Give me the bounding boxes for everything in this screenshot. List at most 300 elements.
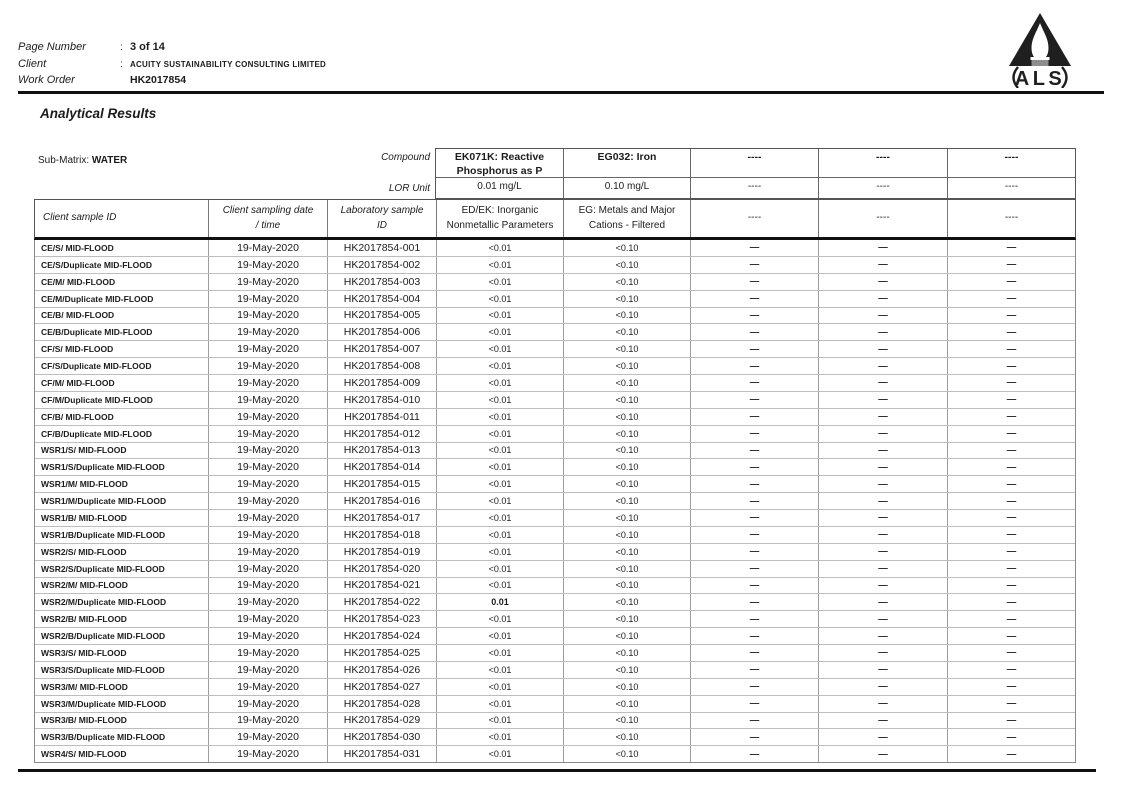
result-cell: —	[690, 358, 818, 374]
lab-sample-id-cell: HK2017854-025	[327, 645, 436, 661]
submatrix-label: Sub-Matrix:	[38, 155, 90, 166]
result-cell: <0.10	[563, 679, 690, 695]
result-cell: <0.10	[563, 324, 690, 340]
result-cell: <0.01	[436, 679, 563, 695]
result-cell: <0.10	[563, 729, 690, 745]
client-sample-id-cell: WSR3/B/ MID-FLOOD	[41, 715, 127, 726]
result-cell: <0.01	[436, 493, 563, 509]
lab-sample-id-cell: HK2017854-006	[327, 324, 436, 340]
result-cell: —	[818, 510, 947, 526]
table-row	[35, 442, 1075, 459]
table-row	[35, 509, 1075, 526]
client-sample-id-cell: WSR1/S/Duplicate MID-FLOOD	[41, 462, 165, 473]
sampling-date-cell: 19-May-2020	[208, 645, 327, 661]
result-cell: <0.01	[436, 746, 563, 762]
result-cell: —	[690, 527, 818, 543]
lab-sample-id-cell: HK2017854-022	[327, 594, 436, 610]
lab-sample-id-cell: HK2017854-002	[327, 257, 436, 273]
result-cell: <0.01	[436, 308, 563, 324]
result-cell: —	[818, 274, 947, 290]
table-row	[35, 374, 1075, 391]
table-row	[35, 425, 1075, 442]
lab-sample-id-cell: HK2017854-015	[327, 476, 436, 492]
client-sample-id-cell: WSR1/M/ MID-FLOOD	[41, 479, 128, 490]
result-cell: <0.10	[563, 308, 690, 324]
compound-header-cell: EK071K: Reactive Phosphorus as P	[436, 149, 563, 178]
sampling-date-cell: 19-May-2020	[208, 544, 327, 560]
result-cell: —	[818, 358, 947, 374]
result-cell: —	[818, 628, 947, 644]
table-row	[35, 593, 1075, 610]
compound-lor-grid	[435, 148, 1076, 199]
result-cell: —	[690, 679, 818, 695]
table-row	[35, 678, 1075, 695]
client-sample-id-cell: WSR2/M/ MID-FLOOD	[41, 580, 128, 591]
table-row	[35, 610, 1075, 627]
client-sample-id-cell: WSR2/S/Duplicate MID-FLOOD	[41, 563, 165, 574]
logo-burner-base	[1032, 60, 1049, 66]
result-cell: <0.10	[563, 341, 690, 357]
result-cell: <0.10	[563, 426, 690, 442]
submatrix-value: WATER	[91, 155, 128, 166]
client-sample-id-cell: CF/M/Duplicate MID-FLOOD	[41, 394, 153, 405]
work-order-label: Work Order	[18, 74, 75, 86]
result-cell: —	[947, 375, 1075, 391]
result-cell: 0.01	[436, 594, 563, 610]
client-sample-id-cell: CE/M/ MID-FLOOD	[41, 276, 116, 287]
lab-sample-id-cell: HK2017854-024	[327, 628, 436, 644]
lab-sample-id-cell: HK2017854-009	[327, 375, 436, 391]
logo-text: ALS	[1014, 68, 1066, 88]
table-row	[35, 475, 1075, 492]
result-cell: —	[690, 426, 818, 442]
result-cell: —	[690, 611, 818, 627]
table-row	[35, 577, 1075, 594]
page-number-row	[18, 41, 165, 53]
lab-sample-id-cell: HK2017854-017	[327, 510, 436, 526]
client-sample-id-cell: WSR2/S/ MID-FLOOD	[41, 546, 127, 557]
sampling-date-cell: 19-May-2020	[208, 459, 327, 475]
result-cell: —	[947, 578, 1075, 594]
sampling-date-cell: 19-May-2020	[208, 510, 327, 526]
table-row	[35, 627, 1075, 644]
result-cell: <0.10	[563, 476, 690, 492]
result-cell: <0.01	[436, 729, 563, 745]
result-cell: —	[818, 459, 947, 475]
result-cell: —	[690, 729, 818, 745]
lab-sample-id-cell: HK2017854-020	[327, 561, 436, 577]
client-sample-id-cell: CE/B/Duplicate MID-FLOOD	[41, 327, 153, 338]
table-row	[35, 492, 1075, 509]
method-header-cell: ----	[818, 200, 947, 237]
result-cell: —	[818, 257, 947, 273]
result-cell: <0.10	[563, 578, 690, 594]
result-cell: —	[818, 746, 947, 762]
client-row	[18, 58, 326, 70]
result-cell: —	[818, 662, 947, 678]
result-cell: —	[690, 544, 818, 560]
sampling-date-cell: 19-May-2020	[208, 746, 327, 762]
result-cell: —	[947, 594, 1075, 610]
result-cell: <0.10	[563, 662, 690, 678]
lab-sample-id-cell: HK2017854-023	[327, 611, 436, 627]
sampling-date-cell: 19-May-2020	[208, 476, 327, 492]
result-cell: —	[947, 409, 1075, 425]
sampling-date-cell: 19-May-2020	[208, 578, 327, 594]
result-cell: —	[947, 358, 1075, 374]
result-cell: <0.10	[563, 358, 690, 374]
client-sample-id-cell: WSR2/B/ MID-FLOOD	[41, 614, 127, 625]
lab-sample-id-cell: HK2017854-021	[327, 578, 436, 594]
result-cell: —	[690, 645, 818, 661]
method-header-cell: EG: Metals and Major Cations - Filtered	[563, 200, 690, 237]
sampling-date-cell: 19-May-2020	[208, 729, 327, 745]
compound-header-cell: ----	[818, 149, 947, 178]
client-sample-id-cell: CF/B/Duplicate MID-FLOOD	[41, 428, 152, 439]
lab-sample-id-cell: HK2017854-013	[327, 443, 436, 459]
table-row	[35, 240, 1075, 256]
result-cell: <0.10	[563, 510, 690, 526]
client-sample-id-cell: CF/S/ MID-FLOOD	[41, 344, 114, 355]
compound-header-cell: ----	[947, 149, 1075, 178]
result-cell: —	[690, 510, 818, 526]
result-cell: <0.01	[436, 696, 563, 712]
sampling-date-cell: 19-May-2020	[208, 240, 327, 256]
sampling-date-cell: 19-May-2020	[208, 358, 327, 374]
table-row	[35, 661, 1075, 678]
sampling-date-cell: 19-May-2020	[208, 274, 327, 290]
result-cell: —	[947, 443, 1075, 459]
result-cell: —	[818, 409, 947, 425]
result-cell: —	[818, 375, 947, 391]
sampling-date-cell: 19-May-2020	[208, 662, 327, 678]
result-cell: <0.10	[563, 257, 690, 273]
result-cell: <0.10	[563, 392, 690, 408]
result-cell: <0.01	[436, 240, 563, 256]
sampling-date-cell: 19-May-2020	[208, 291, 327, 307]
table-row	[35, 340, 1075, 357]
result-cell: —	[947, 561, 1075, 577]
result-cell: <0.01	[436, 476, 563, 492]
result-cell: —	[947, 544, 1075, 560]
result-cell: <0.01	[436, 510, 563, 526]
result-cell: <0.01	[436, 291, 563, 307]
result-cell: <0.10	[563, 493, 690, 509]
result-cell: —	[690, 594, 818, 610]
compound-header-cell: EG032: Iron	[563, 149, 690, 178]
sampling-date-cell: 19-May-2020	[208, 696, 327, 712]
table-row	[35, 728, 1075, 745]
result-cell: —	[690, 746, 818, 762]
result-cell: —	[690, 308, 818, 324]
lab-sample-id-cell: HK2017854-008	[327, 358, 436, 374]
result-cell: —	[690, 561, 818, 577]
result-cell: —	[690, 291, 818, 307]
result-cell: —	[947, 628, 1075, 644]
table-row	[35, 323, 1075, 340]
result-cell: <0.01	[436, 324, 563, 340]
client-sample-id-cell: WSR3/M/Duplicate MID-FLOOD	[41, 698, 167, 709]
table-row	[35, 745, 1075, 762]
client-value: ACUITY SUSTAINABILITY CONSULTING LIMITED	[130, 60, 327, 69]
lab-sample-id-cell: HK2017854-001	[327, 240, 436, 256]
client-sample-id-cell: WSR2/M/Duplicate MID-FLOOD	[41, 597, 167, 608]
work-order-value: HK2017854	[130, 74, 187, 86]
sampling-date-cell: 19-May-2020	[208, 426, 327, 442]
result-cell: —	[947, 510, 1075, 526]
lor-unit-cell: ----	[818, 178, 947, 198]
result-cell: —	[690, 493, 818, 509]
sampling-date-cell: 19-May-2020	[208, 594, 327, 610]
result-cell: <0.01	[436, 257, 563, 273]
lab-sample-id-cell: HK2017854-010	[327, 392, 436, 408]
sampling-date-cell: 19-May-2020	[208, 392, 327, 408]
result-cell: —	[690, 696, 818, 712]
lor-unit-cell: ----	[947, 178, 1075, 198]
result-cell: <0.01	[436, 527, 563, 543]
result-cell: —	[947, 645, 1075, 661]
result-cell: <0.10	[563, 713, 690, 729]
result-cell: <0.10	[563, 443, 690, 459]
sampling-date-cell: 19-May-2020	[208, 443, 327, 459]
result-cell: <0.01	[436, 611, 563, 627]
lab-sample-id-cell: HK2017854-028	[327, 696, 436, 712]
client-sample-id-cell: WSR3/M/ MID-FLOOD	[41, 681, 128, 692]
result-cell: <0.10	[563, 628, 690, 644]
client-sample-id-cell: CE/S/Duplicate MID-FLOOD	[41, 259, 152, 270]
result-cell: <0.10	[563, 527, 690, 543]
result-cell: <0.10	[563, 240, 690, 256]
result-cell: —	[947, 696, 1075, 712]
result-cell: —	[818, 308, 947, 324]
result-cell: <0.10	[563, 594, 690, 610]
result-cell: —	[690, 578, 818, 594]
result-cell: <0.01	[436, 375, 563, 391]
result-cell: <0.01	[436, 459, 563, 475]
compound-row-label: Compound	[381, 152, 430, 163]
table-row	[35, 695, 1075, 712]
result-cell: —	[947, 392, 1075, 408]
client-sample-id-cell: WSR3/S/Duplicate MID-FLOOD	[41, 664, 165, 675]
result-cell: —	[818, 696, 947, 712]
result-cell: —	[947, 662, 1075, 678]
result-cell: —	[947, 291, 1075, 307]
result-cell: —	[947, 729, 1075, 745]
result-cell: —	[690, 257, 818, 273]
lab-sample-id-cell: HK2017854-007	[327, 341, 436, 357]
result-cell: —	[818, 476, 947, 492]
result-cell: <0.10	[563, 645, 690, 661]
table-row	[35, 357, 1075, 374]
client-sample-id-cell: CE/M/Duplicate MID-FLOOD	[41, 293, 154, 304]
result-cell: —	[818, 578, 947, 594]
table-row	[35, 256, 1075, 273]
result-cell: —	[690, 409, 818, 425]
result-cell: —	[690, 324, 818, 340]
table-row	[35, 712, 1075, 729]
client-label: Client	[18, 58, 47, 70]
client-sample-id-cell: CF/S/Duplicate MID-FLOOD	[41, 361, 152, 372]
submatrix	[38, 155, 127, 166]
method-header-cell: ----	[947, 200, 1075, 237]
result-cell: —	[947, 341, 1075, 357]
result-cell: —	[818, 291, 947, 307]
result-cell: —	[690, 459, 818, 475]
page-number-label: Page Number	[18, 41, 86, 53]
table-row	[35, 307, 1075, 324]
result-cell: <0.01	[436, 392, 563, 408]
sampling-date-cell: 19-May-2020	[208, 375, 327, 391]
als-logo	[998, 10, 1082, 88]
result-cell: <0.10	[563, 291, 690, 307]
result-cell: —	[818, 443, 947, 459]
result-cell: —	[947, 746, 1075, 762]
lab-sample-id-cell: HK2017854-012	[327, 426, 436, 442]
lab-sample-id-cell: HK2017854-027	[327, 679, 436, 695]
lab-sample-id-cell: HK2017854-026	[327, 662, 436, 678]
result-cell: —	[947, 308, 1075, 324]
result-cell: —	[818, 713, 947, 729]
lab-sample-id-cell: HK2017854-030	[327, 729, 436, 745]
logo-burner	[1031, 57, 1050, 60]
result-cell: —	[947, 459, 1075, 475]
lor-unit-cell: 0.01 mg/L	[477, 181, 522, 192]
lab-sample-id-cell: HK2017854-004	[327, 291, 436, 307]
table-row	[35, 391, 1075, 408]
result-cell: —	[690, 628, 818, 644]
table-row	[35, 526, 1075, 543]
result-cell: —	[690, 375, 818, 391]
sampling-date-cell: 19-May-2020	[208, 527, 327, 543]
result-cell: <0.01	[436, 274, 563, 290]
lab-sample-id-cell: HK2017854-019	[327, 544, 436, 560]
method-header-cell: ED/EK: Inorganic Nonmetallic Parameters	[436, 200, 563, 237]
result-cell: —	[690, 341, 818, 357]
result-cell: —	[947, 426, 1075, 442]
client-sample-id-cell: WSR3/S/ MID-FLOOD	[41, 647, 127, 658]
table-row	[35, 290, 1075, 307]
result-cell: —	[818, 679, 947, 695]
result-cell: <0.10	[563, 409, 690, 425]
table-row	[35, 543, 1075, 560]
result-cell: —	[818, 729, 947, 745]
result-cell: —	[947, 257, 1075, 273]
lab-sample-id-cell: HK2017854-005	[327, 308, 436, 324]
table-row	[35, 408, 1075, 425]
client-sample-id-cell: WSR4/S/ MID-FLOOD	[41, 749, 127, 760]
result-cell: <0.01	[436, 341, 563, 357]
result-cell: —	[818, 527, 947, 543]
lab-sample-id-cell: HK2017854-011	[327, 409, 436, 425]
method-header-row	[34, 199, 1076, 240]
table-row	[35, 458, 1075, 475]
client-sample-id-cell: WSR1/S/ MID-FLOOD	[41, 445, 127, 456]
sample-id-header-cell: Client sample ID	[43, 212, 117, 224]
sampling-date-cell: 19-May-2020	[208, 628, 327, 644]
result-cell: <0.01	[436, 645, 563, 661]
client-sample-id-cell: WSR2/B/Duplicate MID-FLOOD	[41, 631, 166, 642]
result-cell: <0.10	[563, 696, 690, 712]
result-cell: —	[818, 392, 947, 408]
result-cell: —	[818, 645, 947, 661]
result-cell: —	[947, 493, 1075, 509]
result-cell: <0.10	[563, 561, 690, 577]
sampling-date-cell: 19-May-2020	[208, 308, 327, 324]
result-cell: —	[818, 341, 947, 357]
result-cell: <0.01	[436, 713, 563, 729]
result-cell: <0.01	[436, 561, 563, 577]
footer-rule	[18, 769, 1096, 772]
lab-sample-id-cell: HK2017854-003	[327, 274, 436, 290]
result-cell: —	[818, 544, 947, 560]
result-cell: —	[947, 611, 1075, 627]
result-cell: —	[818, 594, 947, 610]
result-cell: <0.10	[563, 274, 690, 290]
work-order-row	[18, 74, 186, 86]
result-cell: <0.01	[436, 409, 563, 425]
lab-sample-id-cell: HK2017854-016	[327, 493, 436, 509]
sampling-date-cell: 19-May-2020	[208, 611, 327, 627]
result-cell: <0.10	[563, 544, 690, 560]
client-sample-id-cell: CF/B/ MID-FLOOD	[41, 411, 114, 422]
results-rows	[34, 240, 1076, 763]
result-cell: <0.10	[563, 611, 690, 627]
client-sample-id-cell: WSR1/B/ MID-FLOOD	[41, 512, 127, 523]
result-cell: <0.01	[436, 662, 563, 678]
result-cell: <0.01	[436, 358, 563, 374]
colon: :	[120, 59, 123, 70]
client-sample-id-cell: WSR3/B/Duplicate MID-FLOOD	[41, 732, 166, 743]
result-cell: —	[818, 324, 947, 340]
result-cell: —	[818, 493, 947, 509]
section-title: Analytical Results	[40, 106, 157, 121]
lab-sample-id-cell: HK2017854-014	[327, 459, 436, 475]
table-row	[35, 644, 1075, 661]
result-cell: —	[947, 240, 1075, 256]
lor-unit-cell: 0.10 mg/L	[563, 178, 690, 198]
lab-sample-id-cell: HK2017854-029	[327, 713, 436, 729]
result-cell: —	[818, 426, 947, 442]
table-row	[35, 560, 1075, 577]
client-sample-id-cell: CE/B/ MID-FLOOD	[41, 310, 115, 321]
result-cell: —	[690, 443, 818, 459]
sampling-date-cell: 19-May-2020	[208, 561, 327, 577]
result-cell: <0.10	[563, 459, 690, 475]
result-cell: <0.10	[563, 375, 690, 391]
lab-sample-id-cell: HK2017854-018	[327, 527, 436, 543]
result-cell: —	[947, 324, 1075, 340]
result-cell: —	[690, 713, 818, 729]
compound-header-cell: ----	[690, 149, 818, 178]
sample-id-header-cell: Laboratory sample ID	[327, 200, 436, 237]
result-cell: —	[818, 561, 947, 577]
client-sample-id-cell: WSR1/B/Duplicate MID-FLOOD	[41, 529, 166, 540]
sampling-date-cell: 19-May-2020	[208, 493, 327, 509]
sampling-date-cell: 19-May-2020	[208, 713, 327, 729]
client-sample-id-cell: WSR1/M/Duplicate MID-FLOOD	[41, 496, 167, 507]
lor-unit-cell: ----	[690, 178, 818, 198]
result-cell: —	[690, 392, 818, 408]
sampling-date-cell: 19-May-2020	[208, 409, 327, 425]
result-cell: —	[947, 713, 1075, 729]
result-cell: <0.01	[436, 426, 563, 442]
result-cell: <0.10	[563, 746, 690, 762]
client-sample-id-cell: CF/M/ MID-FLOOD	[41, 377, 115, 388]
sample-id-header-cell: Client sampling date / time	[208, 200, 327, 237]
result-cell: <0.01	[436, 628, 563, 644]
lab-sample-id-cell: HK2017854-031	[327, 746, 436, 762]
result-cell: —	[818, 611, 947, 627]
